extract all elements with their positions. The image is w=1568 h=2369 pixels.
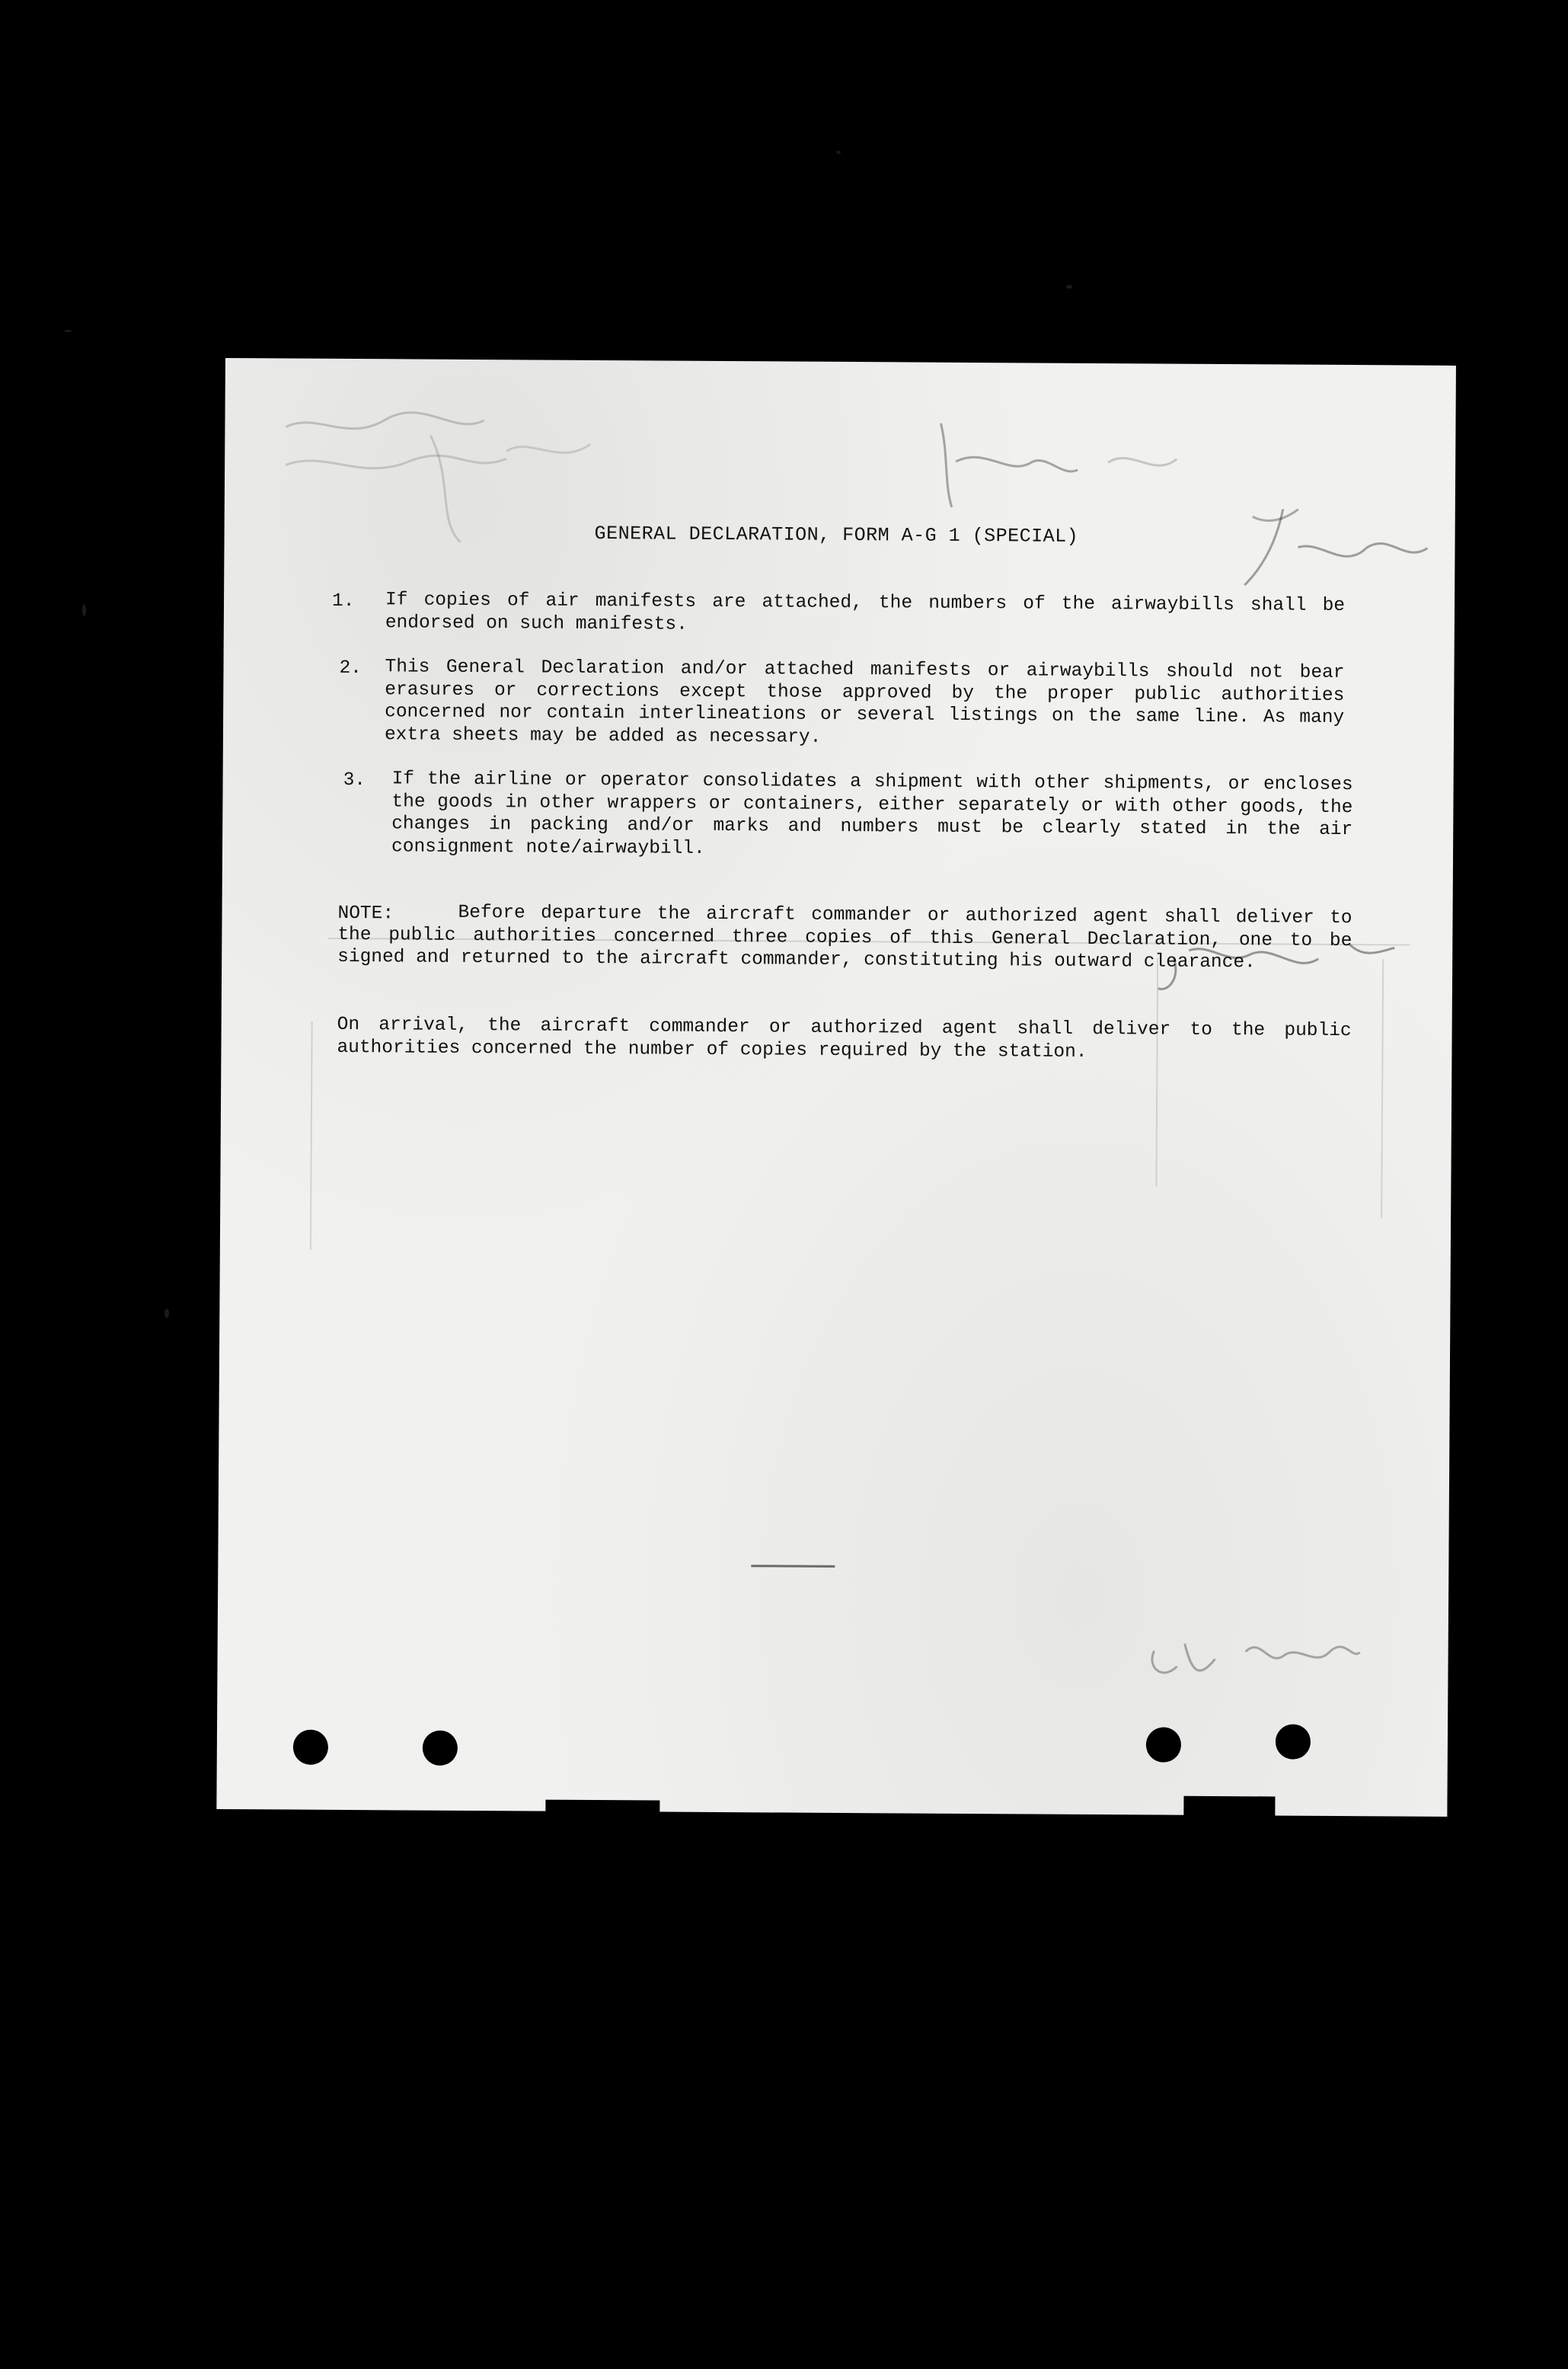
item-number: 1. — [331, 590, 355, 612]
scan-speck — [1066, 285, 1072, 289]
document-page — [216, 358, 1456, 1817]
item-text: If copies of air manifests are attached, the numbers of the airwaybills shall be endorsed on such manifests. — [385, 590, 1346, 635]
binding-tab — [545, 1800, 659, 1816]
item-text: This General Declaration and/or attached manifests or airwaybills should not bear erasures or corrections except those approved by the proper public authorities concerned nor contain interlineations or several listings on the same line. As many extra sheets may be added as necessary. — [384, 657, 1345, 748]
punch-hole — [423, 1731, 458, 1766]
scan-speck — [836, 151, 841, 154]
item-text: If the airline or operator consolidates a shipment with other shipments, or encloses the goods in other wrappers or containers, either separately or with other goods, the changes in packing and/or marks and numbers must be clearly stated in the air consignment note/airwaybill. — [391, 769, 1353, 859]
item-number: 2. — [339, 657, 362, 679]
scan-speck — [164, 1309, 169, 1318]
bleed-through-rule — [310, 1021, 313, 1250]
form-title: GENERAL DECLARATION, FORM A-G 1 (SPECIAL) — [594, 522, 1079, 548]
punch-hole — [1276, 1724, 1311, 1759]
bleed-through-rule — [1381, 959, 1384, 1218]
handwritten-mark-lower — [1138, 1620, 1368, 1690]
note-label: NOTE: — [337, 903, 394, 925]
binding-tab — [1183, 1796, 1275, 1820]
scan-speck — [82, 604, 86, 616]
punch-hole — [293, 1730, 328, 1765]
handwritten-scribble — [1120, 927, 1441, 998]
note-body: Before departure the aircraft commander or authorized agent shall deliver to the public authorities concerned three copies of this General Declaration, one to be signed and returned to the aircraft commander, constituting his outward clearance. — [337, 902, 1352, 973]
punch-hole — [1146, 1727, 1181, 1762]
item-number: 3. — [343, 769, 366, 791]
scan-speck — [64, 330, 72, 332]
arrival-text: On arrival, the aircraft commander or authorized agent shall deliver to the public authorities concerned the number of copies required by the station. — [337, 1014, 1352, 1063]
bleed-through-rule — [751, 1565, 835, 1568]
